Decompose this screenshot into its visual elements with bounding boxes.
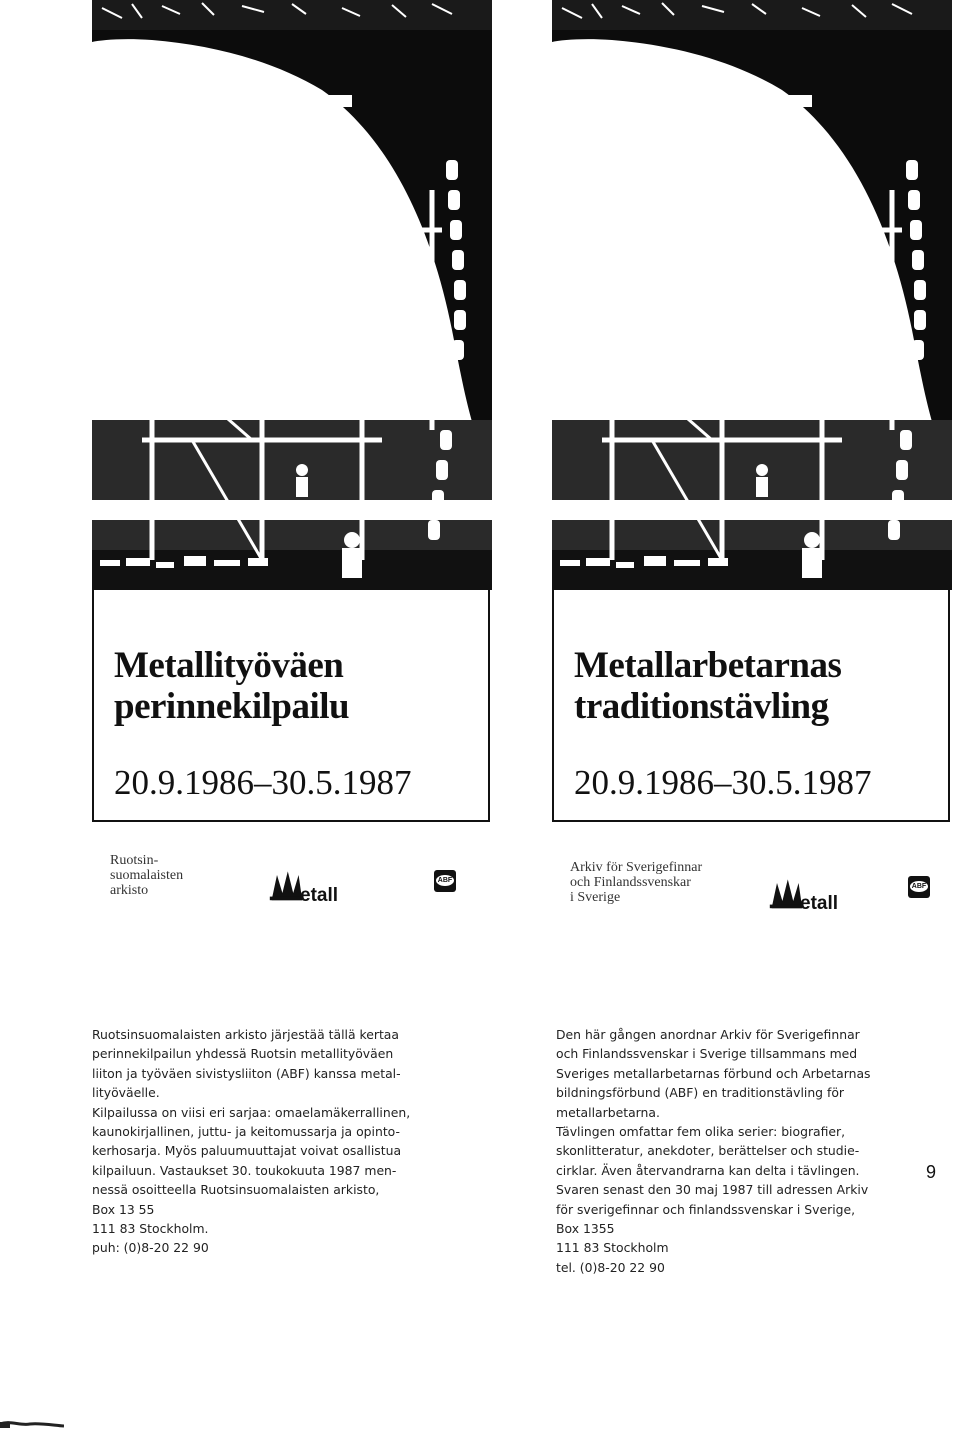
metall-icon <box>768 874 804 910</box>
poster-illustration <box>552 0 952 590</box>
metall-logo-text: etall <box>300 885 339 906</box>
title-line-1: Metallityöväen <box>114 645 344 686</box>
paragraph: Kilpailussa on viisi eri sarjaa: omaelamäkerrallinen, kaunokirjallinen, juttu- ja keitomussarja ja opinto- kerhosarja. Myös paluumuuttajat voivat osallistua kilpailuun. Vastaukset 30. toukokuuta 1987 men- nessä osoitteella Ruotsinsuomalaisten arkisto, Box 13 55 111 83 Stockholm. puh: (0)8-20 22 90 <box>92 1104 411 1256</box>
organizer-line-1: Ruotsin- <box>110 853 159 868</box>
finnish-poster <box>92 0 492 975</box>
metall-logo <box>268 866 370 910</box>
metall-icon <box>268 866 304 902</box>
paragraph: Tävlingen omfattar fem olika serier: biografier, skonlitteratur, anekdoter, berättelser och studie- cirklar. Även återvandrarna kan delta i tävlingen. Svaren senast den 30 maj 1987 till adressen Arkiv för sverigefinnar och finlandssvenskar i Sverige, Box 1355 111 83 Stockholm tel. (0)8-20 22 90 <box>556 1124 869 1275</box>
poster-title <box>574 645 841 727</box>
shipyard-illustration <box>552 0 952 590</box>
scan-edge-mark <box>0 1408 64 1430</box>
organizer-line-2: suomalaisten <box>110 868 184 883</box>
title-line-2: traditionstävling <box>574 686 829 727</box>
abf-logo-text: ABF <box>437 877 453 884</box>
shipyard-illustration <box>92 0 492 590</box>
poster-illustration <box>92 0 492 590</box>
metall-logo-text: etall <box>800 893 839 914</box>
paragraph: Den här gången anordnar Arkiv för Sverigefinnar och Finlandssvenskar i Sverige tillsammans med Sveriges metallarbetarnas förbund och Arbetarnas bildningsförbund (ABF) en traditionstävling för metallarbetarna. <box>556 1027 871 1120</box>
metall-logo <box>768 874 870 918</box>
paragraph: Ruotsinsuomalaisten arkisto järjestää tällä kertaa perinnekilpailun yhdessä Ruotsin metallityöväen liiton ja työväen sivistysliiton (ABF) kanssa metal- lityöväelle. <box>92 1027 401 1101</box>
abf-logo <box>908 876 930 898</box>
organizer-name <box>570 860 702 905</box>
swedish-poster <box>552 0 952 975</box>
page-number: 9 <box>926 1162 937 1182</box>
organizer-line-1: Arkiv för Sverigefinnar <box>570 860 703 875</box>
organizer-line-2: och Finlandssvenskar <box>570 875 691 890</box>
organizer-line-3: i Sverige <box>570 890 621 905</box>
organizer-name <box>110 853 183 898</box>
abf-logo <box>434 870 456 892</box>
poster-dates: 20.9.1986–30.5.1987 <box>114 763 412 802</box>
finnish-body-text <box>92 1025 504 1258</box>
organizer-line-3: arkisto <box>110 883 149 898</box>
poster-title <box>114 645 349 727</box>
poster-dates: 20.9.1986–30.5.1987 <box>574 763 872 802</box>
title-line-2: perinnekilpailu <box>114 686 350 727</box>
swedish-body-text <box>556 1025 956 1277</box>
title-line-1: Metallarbetarnas <box>574 645 842 686</box>
abf-logo-text: ABF <box>911 883 927 890</box>
